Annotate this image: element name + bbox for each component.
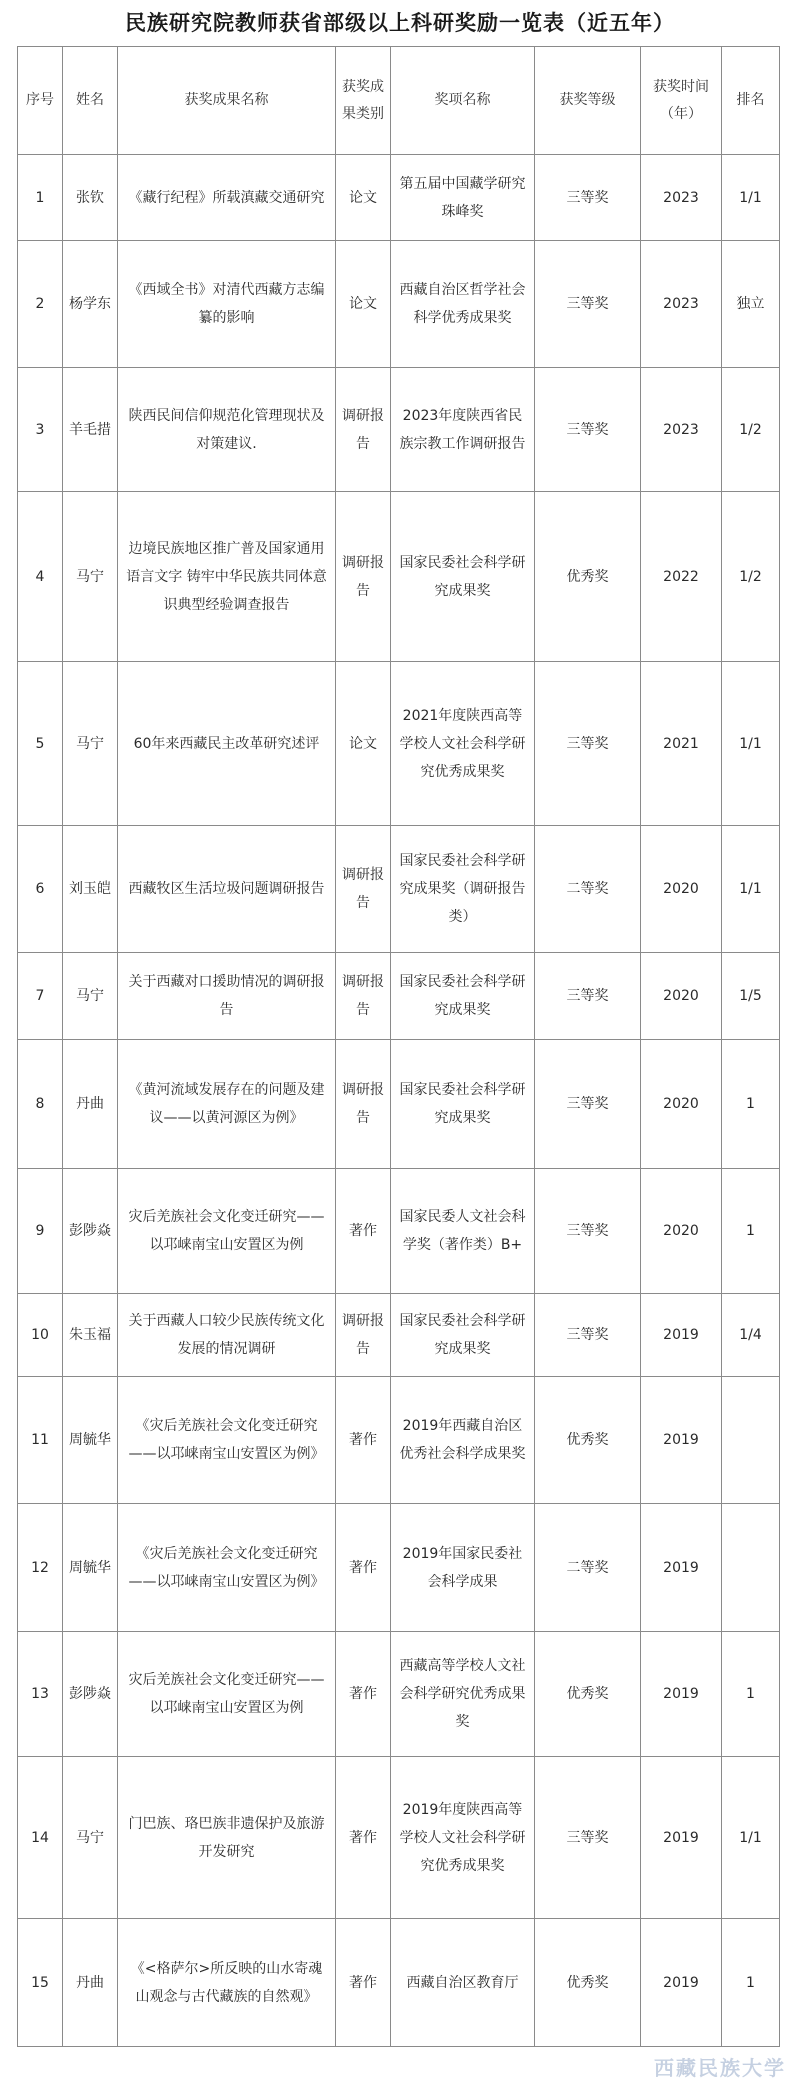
table-header-row xyxy=(18,47,780,155)
cell-year: 2020 xyxy=(641,1040,722,1169)
cell-year: 2022 xyxy=(641,492,722,662)
column-header-work: 获奖成果名称 xyxy=(118,47,336,155)
cell-year: 2020 xyxy=(641,826,722,953)
cell-no: 14 xyxy=(18,1757,63,1919)
cell-rank: 1/2 xyxy=(722,492,780,662)
cell-name: 张钦 xyxy=(63,155,118,241)
cell-rank: 1/1 xyxy=(722,155,780,241)
cell-work: 《黄河流域发展存在的问题及建议——以黄河源区为例》 xyxy=(118,1040,336,1169)
cell-work: 西藏牧区生活垃圾问题调研报告 xyxy=(118,826,336,953)
cell-category: 著作 xyxy=(336,1504,391,1632)
cell-no: 5 xyxy=(18,662,63,826)
table-row xyxy=(18,1294,780,1377)
cell-level: 优秀奖 xyxy=(535,1377,641,1504)
cell-name: 刘玉皑 xyxy=(63,826,118,953)
cell-rank: 1/1 xyxy=(722,662,780,826)
cell-category: 调研报告 xyxy=(336,1294,391,1377)
column-header-name: 姓名 xyxy=(63,47,118,155)
column-header-level: 获奖等级 xyxy=(535,47,641,155)
cell-award: 国家民委社会科学研究成果奖 xyxy=(391,1040,535,1169)
cell-level: 三等奖 xyxy=(535,1757,641,1919)
cell-level: 三等奖 xyxy=(535,953,641,1040)
table-row xyxy=(18,953,780,1040)
cell-category: 著作 xyxy=(336,1919,391,2047)
cell-name: 丹曲 xyxy=(63,1040,118,1169)
cell-work: 60年来西藏民主改革研究述评 xyxy=(118,662,336,826)
table-row xyxy=(18,1169,780,1294)
cell-level: 三等奖 xyxy=(535,662,641,826)
cell-award: 西藏高等学校人文社会科学研究优秀成果奖 xyxy=(391,1632,535,1757)
cell-no: 12 xyxy=(18,1504,63,1632)
cell-no: 11 xyxy=(18,1377,63,1504)
cell-year: 2019 xyxy=(641,1632,722,1757)
cell-level: 二等奖 xyxy=(535,1504,641,1632)
cell-category: 论文 xyxy=(336,662,391,826)
cell-work: 关于西藏对口援助情况的调研报告 xyxy=(118,953,336,1040)
cell-year: 2019 xyxy=(641,1377,722,1504)
cell-award: 2023年度陕西省民族宗教工作调研报告 xyxy=(391,368,535,492)
column-header-category: 获奖成果类别 xyxy=(336,47,391,155)
cell-no: 6 xyxy=(18,826,63,953)
cell-name: 杨学东 xyxy=(63,241,118,368)
cell-level: 三等奖 xyxy=(535,155,641,241)
cell-name: 丹曲 xyxy=(63,1919,118,2047)
table-row xyxy=(18,368,780,492)
cell-work: 门巴族、珞巴族非遗保护及旅游开发研究 xyxy=(118,1757,336,1919)
cell-rank: 1 xyxy=(722,1169,780,1294)
cell-name: 彭陟焱 xyxy=(63,1169,118,1294)
cell-level: 优秀奖 xyxy=(535,1919,641,2047)
cell-rank: 1/2 xyxy=(722,368,780,492)
cell-category: 调研报告 xyxy=(336,953,391,1040)
cell-award: 2019年度陕西高等学校人文社会科学研究优秀成果奖 xyxy=(391,1757,535,1919)
cell-no: 2 xyxy=(18,241,63,368)
cell-award: 2019年国家民委社会科学成果 xyxy=(391,1504,535,1632)
cell-year: 2020 xyxy=(641,953,722,1040)
cell-no: 9 xyxy=(18,1169,63,1294)
cell-rank: 1 xyxy=(722,1919,780,2047)
cell-level: 三等奖 xyxy=(535,1040,641,1169)
cell-work: 《灾后羌族社会文化变迁研究——以邛崃南宝山安置区为例》 xyxy=(118,1504,336,1632)
cell-rank: 1 xyxy=(722,1632,780,1757)
award-table xyxy=(17,46,780,2047)
cell-name: 马宁 xyxy=(63,1757,118,1919)
table-row xyxy=(18,1504,780,1632)
cell-level: 三等奖 xyxy=(535,1294,641,1377)
cell-no: 7 xyxy=(18,953,63,1040)
column-header-rank: 排名 xyxy=(722,47,780,155)
cell-work: 灾后羌族社会文化变迁研究——以邛崃南宝山安置区为例 xyxy=(118,1632,336,1757)
cell-work: 陕西民间信仰规范化管理现状及对策建议. xyxy=(118,368,336,492)
cell-work: 《藏行纪程》所载滇藏交通研究 xyxy=(118,155,336,241)
cell-category: 调研报告 xyxy=(336,826,391,953)
cell-category: 论文 xyxy=(336,241,391,368)
cell-rank: 1/1 xyxy=(722,1757,780,1919)
cell-rank xyxy=(722,1377,780,1504)
cell-award: 2021年度陕西高等学校人文社会科学研究优秀成果奖 xyxy=(391,662,535,826)
table-row xyxy=(18,1377,780,1504)
cell-year: 2019 xyxy=(641,1294,722,1377)
cell-year: 2019 xyxy=(641,1757,722,1919)
cell-no: 8 xyxy=(18,1040,63,1169)
table-row xyxy=(18,662,780,826)
cell-award: 西藏自治区哲学社会科学优秀成果奖 xyxy=(391,241,535,368)
cell-category: 调研报告 xyxy=(336,368,391,492)
cell-no: 10 xyxy=(18,1294,63,1377)
cell-award: 第五届中国藏学研究珠峰奖 xyxy=(391,155,535,241)
cell-name: 马宁 xyxy=(63,953,118,1040)
cell-year: 2020 xyxy=(641,1169,722,1294)
page-title: 民族研究院教师获省部级以上科研奖励一览表（近五年） xyxy=(125,11,675,35)
column-header-no: 序号 xyxy=(18,47,63,155)
watermark-logo: 西藏民族大学 xyxy=(654,2056,786,2080)
cell-name: 马宁 xyxy=(63,492,118,662)
cell-work: 边境民族地区推广普及国家通用语言文字 铸牢中华民族共同体意识典型经验调查报告 xyxy=(118,492,336,662)
table-row xyxy=(18,1919,780,2047)
cell-category: 论文 xyxy=(336,155,391,241)
cell-award: 西藏自治区教育厅 xyxy=(391,1919,535,2047)
cell-rank: 1/5 xyxy=(722,953,780,1040)
cell-year: 2023 xyxy=(641,368,722,492)
cell-award: 国家民委社会科学研究成果奖 xyxy=(391,953,535,1040)
cell-rank: 1/1 xyxy=(722,826,780,953)
cell-award: 国家民委社会科学研究成果奖 xyxy=(391,492,535,662)
cell-year: 2021 xyxy=(641,662,722,826)
cell-level: 三等奖 xyxy=(535,241,641,368)
table-row xyxy=(18,1040,780,1169)
cell-year: 2023 xyxy=(641,155,722,241)
cell-rank: 1/4 xyxy=(722,1294,780,1377)
cell-name: 彭陟焱 xyxy=(63,1632,118,1757)
cell-level: 优秀奖 xyxy=(535,492,641,662)
cell-no: 4 xyxy=(18,492,63,662)
cell-level: 三等奖 xyxy=(535,368,641,492)
cell-level: 二等奖 xyxy=(535,826,641,953)
cell-work: 《灾后羌族社会文化变迁研究——以邛崃南宝山安置区为例》 xyxy=(118,1377,336,1504)
cell-work: 《西域全书》对清代西藏方志编纂的影响 xyxy=(118,241,336,368)
cell-name: 周毓华 xyxy=(63,1504,118,1632)
table-row xyxy=(18,492,780,662)
column-header-award: 奖项名称 xyxy=(391,47,535,155)
cell-rank: 独立 xyxy=(722,241,780,368)
table-row xyxy=(18,1757,780,1919)
cell-rank: 1 xyxy=(722,1040,780,1169)
cell-name: 羊毛措 xyxy=(63,368,118,492)
cell-name: 朱玉福 xyxy=(63,1294,118,1377)
cell-no: 15 xyxy=(18,1919,63,2047)
cell-award: 国家民委社会科学研究成果奖 xyxy=(391,1294,535,1377)
table-row xyxy=(18,241,780,368)
cell-work: 灾后羌族社会文化变迁研究——以邛崃南宝山安置区为例 xyxy=(118,1169,336,1294)
cell-no: 13 xyxy=(18,1632,63,1757)
cell-rank xyxy=(722,1504,780,1632)
cell-category: 著作 xyxy=(336,1377,391,1504)
cell-level: 优秀奖 xyxy=(535,1632,641,1757)
cell-name: 周毓华 xyxy=(63,1377,118,1504)
cell-work: 关于西藏人口较少民族传统文化发展的情况调研 xyxy=(118,1294,336,1377)
cell-category: 调研报告 xyxy=(336,492,391,662)
cell-category: 著作 xyxy=(336,1169,391,1294)
cell-year: 2019 xyxy=(641,1504,722,1632)
table-row xyxy=(18,155,780,241)
cell-year: 2023 xyxy=(641,241,722,368)
table-row xyxy=(18,826,780,953)
cell-category: 调研报告 xyxy=(336,1040,391,1169)
cell-award: 国家民委人文社会科学奖（著作类）B+ xyxy=(391,1169,535,1294)
cell-no: 1 xyxy=(18,155,63,241)
cell-award: 国家民委社会科学研究成果奖（调研报告类） xyxy=(391,826,535,953)
cell-year: 2019 xyxy=(641,1919,722,2047)
cell-category: 著作 xyxy=(336,1632,391,1757)
table-row xyxy=(18,1632,780,1757)
cell-award: 2019年西藏自治区优秀社会科学成果奖 xyxy=(391,1377,535,1504)
cell-work: 《<格萨尔>所反映的山水寄魂山观念与古代藏族的自然观》 xyxy=(118,1919,336,2047)
column-header-year: 获奖时间（年） xyxy=(641,47,722,155)
cell-name: 马宁 xyxy=(63,662,118,826)
cell-no: 3 xyxy=(18,368,63,492)
cell-category: 著作 xyxy=(336,1757,391,1919)
cell-level: 三等奖 xyxy=(535,1169,641,1294)
